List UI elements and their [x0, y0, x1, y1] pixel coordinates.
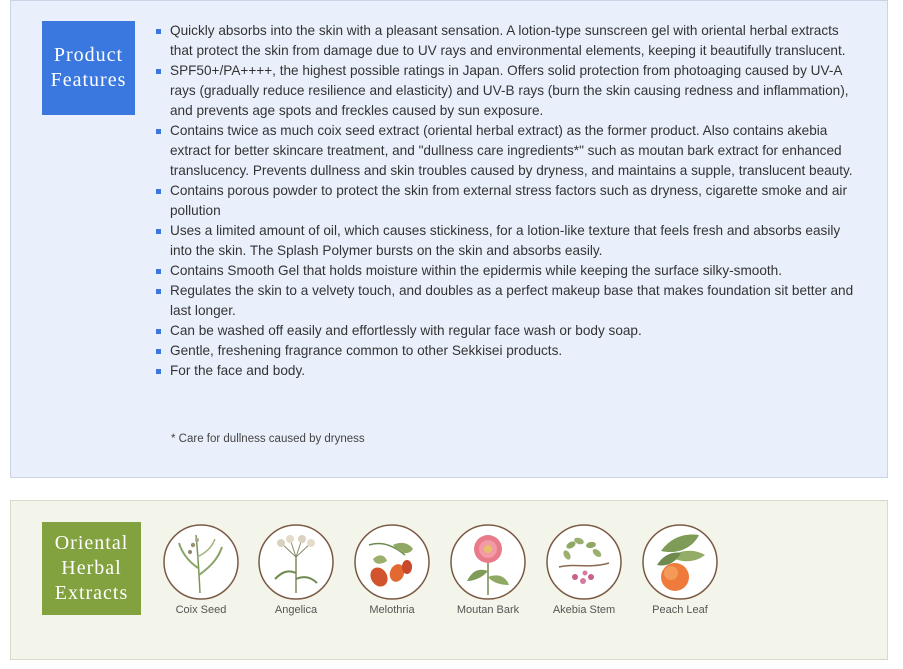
oriental-herbal-extracts-panel: [10, 500, 888, 660]
peach-leaf-illustration-icon: [641, 523, 719, 601]
herb-angelica: [248, 523, 344, 616]
herb-label: Akebia Stem: [552, 604, 616, 616]
feature-item: Contains Smooth Gel that holds moisture within the epidermis while keeping the surface silky-smooth.: [155, 261, 859, 281]
heading-line: Product: [53, 44, 124, 66]
product-features-panel: [10, 0, 888, 478]
herb-label: Moutan Bark: [456, 604, 520, 616]
melothria-illustration-icon: [353, 523, 431, 601]
features-list: [155, 21, 859, 381]
feature-item: Contains porous powder to protect the skin from external stress factors such as dryness, cigarette smoke and air pollution: [155, 181, 859, 221]
feature-item: SPF50+/PA++++, the highest possible ratings in Japan. Offers solid protection from photoaging caused by UV-A rays (gradually reduce resilience and elasticity) and UV-B rays (burn the skin causing redness and inflammation), and prevents age spots and freckles caused by sun exposure.: [155, 61, 859, 121]
product-features-heading: [42, 21, 135, 115]
heading-line: Herbal: [61, 557, 122, 579]
moutan-bark-illustration-icon: [449, 523, 527, 601]
herb-label: Melothria: [369, 604, 415, 616]
herb-moutan-bark: [440, 523, 536, 616]
heading-line: Oriental: [54, 532, 129, 554]
feature-item: Gentle, freshening fragrance common to other Sekkisei products.: [155, 341, 859, 361]
oriental-herbal-extracts-heading: [42, 522, 141, 615]
heading-line: Features: [50, 69, 127, 91]
feature-item: For the face and body.: [155, 361, 859, 381]
feature-item: Can be washed off easily and effortlessly with regular face wash or body soap.: [155, 321, 859, 341]
herb-akebia-stem: [536, 523, 632, 616]
feature-item: Regulates the skin to a velvety touch, and doubles as a perfect makeup base that makes foundation sit better and last longer.: [155, 281, 859, 321]
herb-melothria: [344, 523, 440, 616]
herb-label: Peach Leaf: [652, 604, 708, 616]
herb-label: Coix Seed: [175, 604, 227, 616]
coix-seed-illustration-icon: [162, 523, 240, 601]
footnote: * Care for dullness caused by dryness: [171, 433, 365, 445]
angelica-illustration-icon: [257, 523, 335, 601]
heading-line: Extracts: [54, 582, 129, 604]
herb-coix-seed: [153, 523, 249, 616]
herb-label: Angelica: [274, 604, 318, 616]
akebia-stem-illustration-icon: [545, 523, 623, 601]
feature-item: Uses a limited amount of oil, which causes stickiness, for a lotion-like texture that feels fresh and absorbs easily into the skin. The Splash Polymer bursts on the skin and absorbs easily.: [155, 221, 859, 261]
feature-item: Quickly absorbs into the skin with a pleasant sensation. A lotion-type sunscreen gel with oriental herbal extracts that protect the skin from damage due to UV rays and environmental elements, keeping it beautifully translucent.: [155, 21, 859, 61]
feature-item: Contains twice as much coix seed extract (oriental herbal extract) as the former product. Also contains akebia extract for better skincare treatment, and "dullness care ingredients*" such as moutan bark extract for enhanced translucency. Prevents dullness and skin troubles caused by dryness, and maintains a supple, translucent beauty.: [155, 121, 859, 181]
herb-peach-leaf: [632, 523, 728, 616]
